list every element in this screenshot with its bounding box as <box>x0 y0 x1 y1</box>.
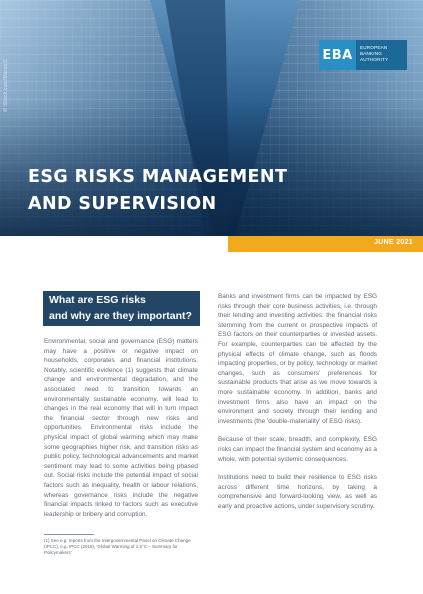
title-line-1: ESG RISKS MANAGEMENT <box>28 167 288 187</box>
logo-line: EUROPEAN <box>360 45 388 50</box>
publication-date: JUNE 2021 <box>374 239 413 246</box>
logo-wordmark <box>356 40 407 70</box>
right-column <box>218 292 377 520</box>
section-heading-box <box>43 291 200 326</box>
body-paragraph: Environmental, social and governance (ESG) matters may have a positive or negative impact on households, corporates and financial institutions. Notably, scientific evidence (1) suggests that climate change and environmental degradation, and the associated need to transition towards an environmentally sustainable economy, will lead to changes in the real economy that will in turn impact the financial sector through new risks and opportunities. Environmental risks include the physical impact of global warming which may make some geographies higher risk, and transition risks as public policy, technological advancements and market sentiment may lead to some activities being phased out. Social risks include the potential impact of social factors such as inequality, health or labour relations, whereas governance risks include the negative financial impacts linked to factors such as executive leadership or bribery and corruption. <box>44 338 198 518</box>
left-column <box>44 337 198 528</box>
document-title <box>28 164 388 218</box>
date-banner <box>228 236 423 252</box>
footnote: (1) See e.g. reports from the Intergovernmental Panel on Climate Change (IPCC), e.g. IPCC (2018), 'Global Warming of 1.5°C – Summary for Policymakers' <box>44 538 191 556</box>
logo-line: AUTHORITY <box>360 57 389 62</box>
eba-logo <box>319 40 407 70</box>
logo-line: BANKING <box>360 51 383 56</box>
body-paragraph: Banks and investment firms can be impacted by ESG risks through their core business activities, i.e. through their lending and investing activities: the financial risks stemming from the current or prospective impacts of ESG factors on their counterparties or invested assets. For example, counterparties can be affected by the physical effects of climate change, such as floods impacting properties, or by policy, technology or market changes, such as consumers' preferences for sustainable products that arise as we move towards a more sustainable economy. In addition, banks and investment firms also have an impact on the environment and society through their lending and investments (the 'double-materiality' of ESG risks). <box>218 293 377 425</box>
cover-hero-image <box>0 0 423 236</box>
body-paragraph: Institutions need to build their resilience to ESG risks across different time horizons, by taking a comprehensive and forward-looking view, as well as early and proactive actions, under supervisory scrutiny. <box>218 474 377 510</box>
section-heading-line-2: and why are they important? <box>49 310 192 322</box>
logo-mark: EBA <box>319 40 356 70</box>
photo-copyright: © iStock.com/MarcelC <box>3 58 9 112</box>
footnote-divider <box>44 534 94 535</box>
title-line-2: AND SUPERVISION <box>28 194 217 214</box>
section-heading-line-1: What are ESG risks <box>49 294 146 306</box>
body-paragraph: Because of their scale, breadth, and complexity, ESG risks can impact the financial system and economy as a whole, with potential systemic consequences. <box>218 436 377 463</box>
